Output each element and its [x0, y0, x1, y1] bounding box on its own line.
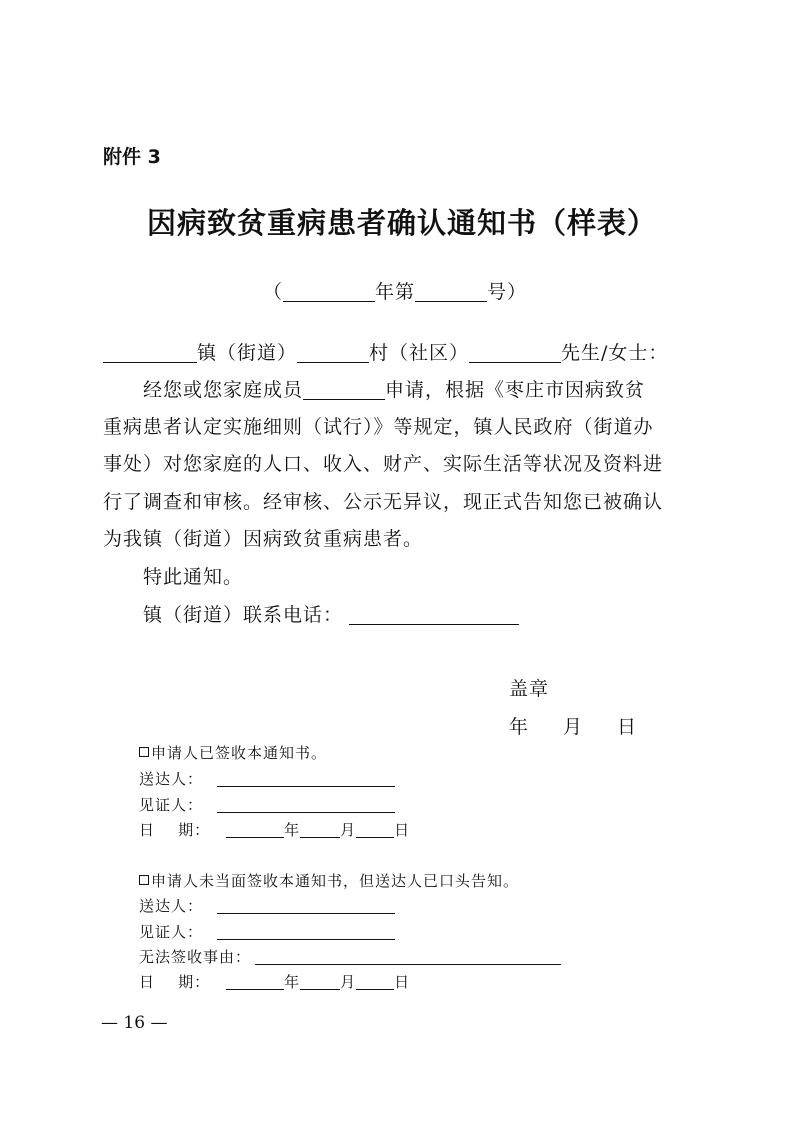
section1-date-line — [139, 819, 410, 840]
section1-witness-line — [139, 794, 395, 815]
section1-checkbox-text: 申请人已签收本通知书。 — [151, 744, 328, 762]
section2-date-label: 日 期： — [139, 973, 211, 991]
section1-year-field[interactable] — [226, 821, 284, 838]
section2-month: 月 — [340, 973, 357, 991]
section1-checkbox-line — [139, 742, 327, 763]
section2-witness-line — [139, 921, 395, 942]
section1-month: 月 — [340, 821, 357, 839]
section1-month-field[interactable] — [300, 821, 340, 838]
village-label: 村（社区） — [369, 342, 470, 364]
seal-label: 盖章 — [509, 678, 550, 700]
section1-day-field[interactable] — [356, 821, 394, 838]
section2-witness-label: 见证人： — [139, 923, 204, 941]
section2-deliverer-line — [139, 895, 395, 916]
section1-deliverer-field[interactable] — [217, 770, 395, 787]
section2-month-field[interactable] — [300, 973, 340, 990]
doc-year-suffix: 年第 — [375, 281, 416, 303]
section2-day: 日 — [394, 973, 411, 991]
section1-checkbox[interactable] — [139, 747, 149, 757]
applicant-member-field[interactable] — [303, 379, 385, 400]
attachment-label: 附件 3 — [103, 146, 161, 168]
doc-number-open: （ — [263, 281, 284, 303]
address-line — [103, 338, 668, 365]
town-field[interactable] — [103, 342, 197, 363]
section1-deliverer-label: 送达人： — [139, 770, 204, 788]
paragraph-line-4: 行了调查和审核。经审核、公示无异议，现正式告知您已被确认 — [103, 491, 664, 513]
doc-number-close: ） — [507, 281, 528, 303]
paragraph-line-2: 重病患者认定实施细则（试行）》等规定，镇人民政府（街道办 — [103, 416, 654, 438]
section2-reason-label: 无法签收事由： — [139, 948, 252, 966]
section1-date-label: 日 期： — [139, 821, 211, 839]
section2-reason-line — [139, 946, 561, 967]
section1-witness-label: 见证人： — [139, 796, 204, 814]
seal-day: 日 — [617, 716, 638, 738]
phone-line — [143, 600, 519, 627]
paragraph-line-1 — [143, 375, 645, 402]
notice-end: 特此通知。 — [143, 566, 244, 588]
salutation-label: 先生/女士： — [561, 342, 669, 364]
seal-date-line — [509, 712, 637, 739]
section1-day: 日 — [394, 821, 411, 839]
seal-month: 月 — [563, 716, 584, 738]
section2-checkbox-text: 申请人未当面签收本通知书，但送达人已口头告知。 — [151, 872, 520, 890]
paragraph-line-5: 为我镇（街道）因病致贫重病患者。 — [103, 528, 424, 550]
section1-witness-field[interactable] — [217, 796, 395, 813]
doc-number-field[interactable] — [415, 281, 487, 302]
section2-deliverer-label: 送达人： — [139, 897, 204, 915]
section2-date-line — [139, 971, 410, 992]
section1-year: 年 — [284, 821, 301, 839]
section2-checkbox[interactable] — [139, 875, 149, 885]
section2-witness-field[interactable] — [217, 923, 395, 940]
section2-day-field[interactable] — [356, 973, 394, 990]
section2-year-field[interactable] — [226, 973, 284, 990]
village-field[interactable] — [297, 342, 369, 363]
doc-year-field[interactable] — [283, 281, 375, 302]
phone-label: 镇（街道）联系电话： — [143, 604, 344, 626]
name-field[interactable] — [469, 342, 561, 363]
document-number-line — [263, 277, 527, 304]
doc-number-suffix: 号 — [487, 281, 508, 303]
para-after-blank: 申请，根据《枣庄市因病致贫 — [385, 379, 646, 401]
section2-reason-field[interactable] — [255, 948, 561, 965]
paragraph-line-3: 事处）对您家庭的人口、收入、财产、实际生活等状况及资料进 — [103, 453, 664, 475]
seal-year: 年 — [509, 716, 530, 738]
town-label: 镇（街道） — [197, 342, 298, 364]
section2-year: 年 — [284, 973, 301, 991]
section2-deliverer-field[interactable] — [217, 897, 395, 914]
page-title: 因病致贫重病患者确认通知书（样表） — [147, 206, 658, 240]
phone-field[interactable] — [349, 604, 519, 625]
section1-deliverer-line — [139, 768, 395, 789]
para-lead: 经您或您家庭成员 — [143, 379, 304, 401]
page-number: — 16 — — [101, 1013, 168, 1033]
section2-checkbox-line — [139, 870, 519, 891]
